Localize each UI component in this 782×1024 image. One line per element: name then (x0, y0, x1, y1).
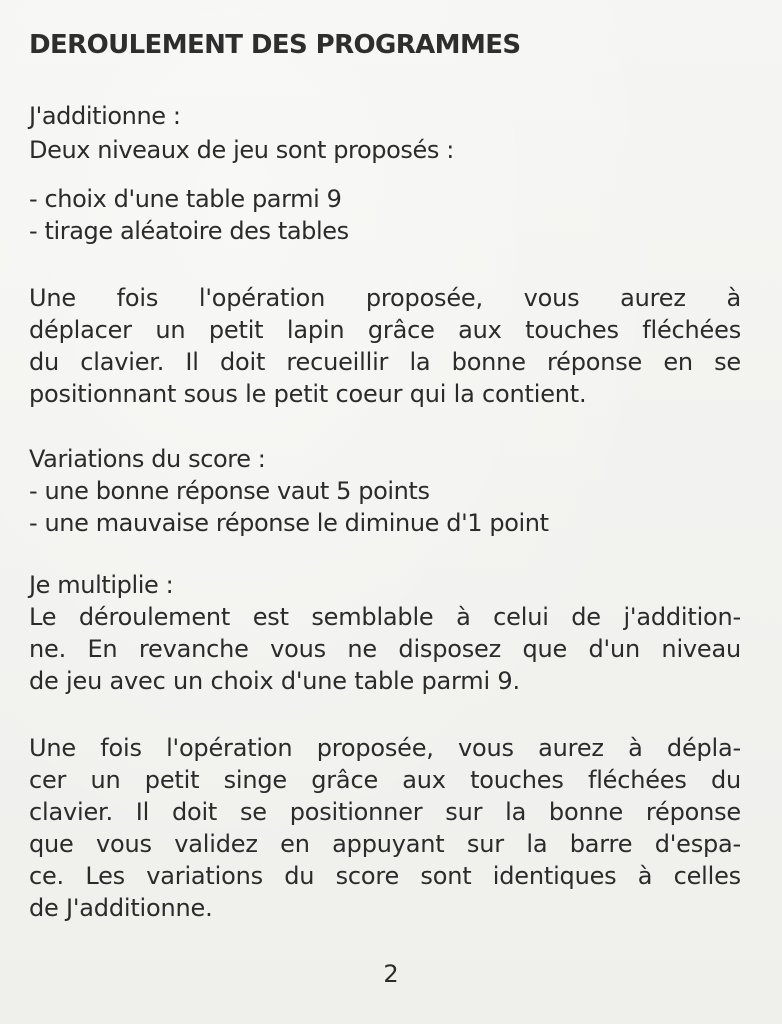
paragraph-line: que vous validez en appuyant sur la barre d'espa- (29, 830, 741, 858)
list-item: - une mauvaise réponse le diminue d'1 point (29, 509, 549, 537)
paragraph-line: cer un petit singe grâce aux touches fléchées du (29, 766, 741, 794)
page-number: 2 (383, 960, 399, 988)
paragraph-line: positionnant sous le petit coeur qui la contient. (29, 380, 587, 408)
section-heading-additionne: J'additionne : (29, 102, 181, 130)
section-heading-multiplie: Je multiplie : (29, 571, 174, 599)
paragraph-line: Le déroulement est semblable à celui de j'addition- (29, 603, 741, 631)
paragraph-line: clavier. Il doit se positionner sur la bonne réponse (29, 798, 741, 826)
paragraph-line: ne. En revanche vous ne disposez que d'un niveau (29, 635, 741, 663)
paragraph-line: Une fois l'opération proposée, vous aurez à dépla- (29, 734, 741, 762)
levels-intro: Deux niveaux de jeu sont proposés : (29, 136, 454, 164)
score-heading: Variations du score : (29, 445, 266, 473)
page-title: DEROULEMENT DES PROGRAMMES (29, 30, 521, 60)
list-item: - une bonne réponse vaut 5 points (29, 477, 430, 505)
paragraph-line: du clavier. Il doit recueillir la bonne réponse en se (29, 348, 741, 376)
paragraph-line: de jeu avec un choix d'une table parmi 9. (29, 667, 520, 695)
paragraph-line: ce. Les variations du score sont identiques à celles (29, 862, 741, 890)
list-item: - tirage aléatoire des tables (29, 217, 349, 245)
list-item: - choix d'une table parmi 9 (29, 185, 342, 213)
paragraph-line: de J'additionne. (29, 894, 213, 922)
paragraph-line: Une fois l'opération proposée, vous aurez à (29, 284, 741, 312)
paragraph-line: déplacer un petit lapin grâce aux touches fléchées (29, 316, 741, 344)
